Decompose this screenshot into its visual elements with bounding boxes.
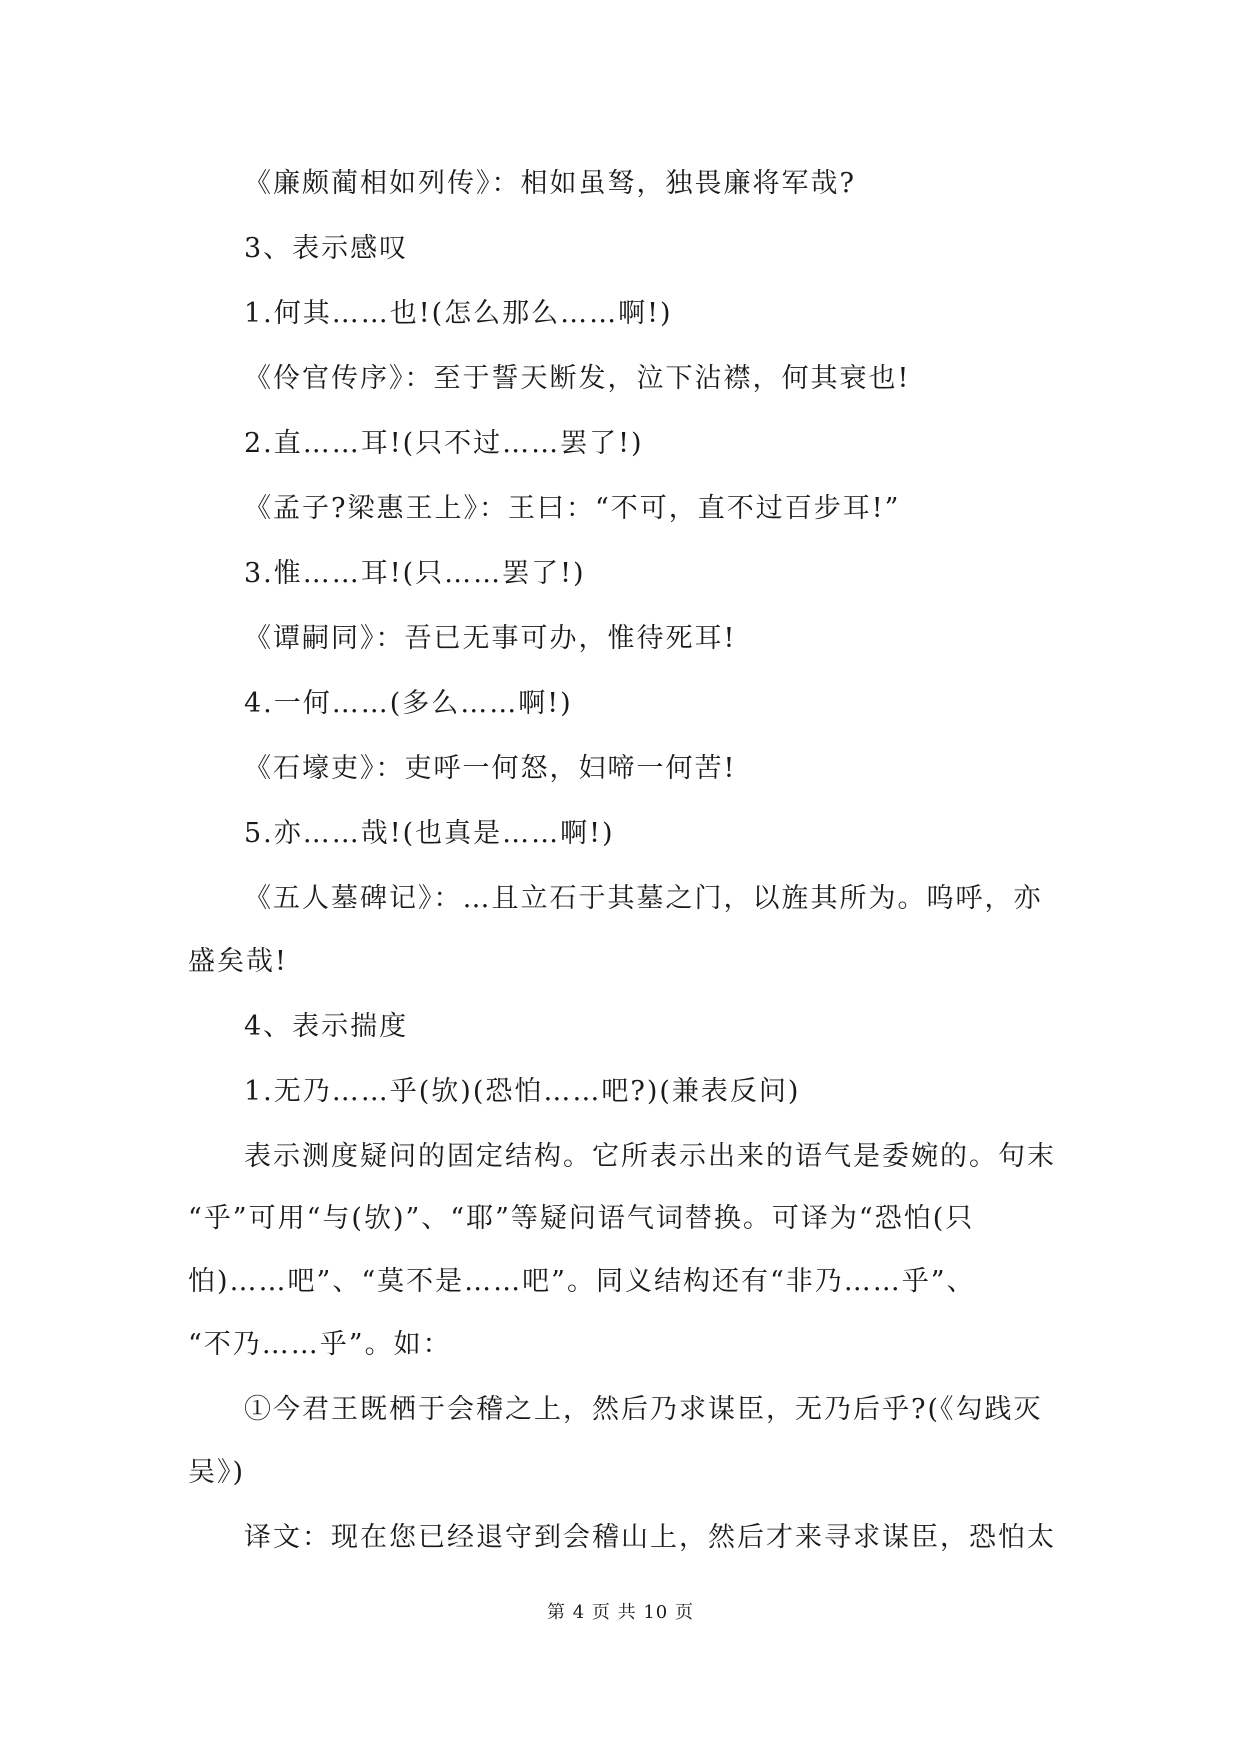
text-line: 怕)……吧”、“莫不是……吧”。同义结构还有“非乃……乎”、 [188, 1266, 976, 1297]
text-line: 译文：现在您已经退守到会稽山上，然后才来寻求谋臣，恐怕太 [244, 1522, 1056, 1553]
text-line: 《伶官传序》：至于誓天断发，泣下沾襟，何其衰也! [244, 363, 911, 394]
text-line: 表示测度疑问的固定结构。它所表示出来的语气是委婉的。句末 [244, 1141, 1056, 1172]
section-heading: 3、表示感叹 [244, 233, 409, 264]
text-line: 吴》) [188, 1457, 246, 1488]
text-line: 5.亦……哉!(也真是……啊!) [244, 818, 615, 849]
section-heading: 4、表示揣度 [244, 1011, 409, 1042]
text-line: 1.何其……也!(怎么那么……啊!) [244, 298, 673, 329]
text-line: 《孟子?梁惠王上》：王曰：“不可，直不过百步耳!” [244, 493, 901, 524]
text-line: 盛矣哉! [188, 946, 288, 977]
text-line: 《廉颇蔺相如列传》：相如虽驽，独畏廉将军哉? [244, 168, 856, 199]
text-line: “不乃……乎”。如： [188, 1329, 452, 1360]
text-line: 4.一何……(多么……啊!) [244, 688, 573, 719]
text-line: 《石壕吏》：吏呼一何怒，妇啼一何苦! [244, 753, 737, 784]
text-line: 《五人墓碑记》：…且立石于其墓之门，以旌其所为。呜呼，亦 [244, 883, 1043, 914]
text-line: 3.惟……耳!(只……罢了!) [244, 558, 586, 589]
text-line: 1.无乃……乎(欤)(恐怕……吧?)(兼表反问) [244, 1076, 801, 1107]
text-line: 2.直……耳!(只不过……罢了!) [244, 428, 644, 459]
page-footer: 第 4 页 共 10 页 [547, 1602, 694, 1623]
text-line: “乎”可用“与(欤)”、“耶”等疑问语气词替换。可译为“恐怕(只 [188, 1203, 975, 1234]
text-line: ①今君王既栖于会稽之上，然后乃求谋臣，无乃后乎?(《勾践灭 [244, 1394, 1043, 1425]
text-line: 《谭嗣同》：吾已无事可办，惟待死耳! [244, 623, 737, 654]
